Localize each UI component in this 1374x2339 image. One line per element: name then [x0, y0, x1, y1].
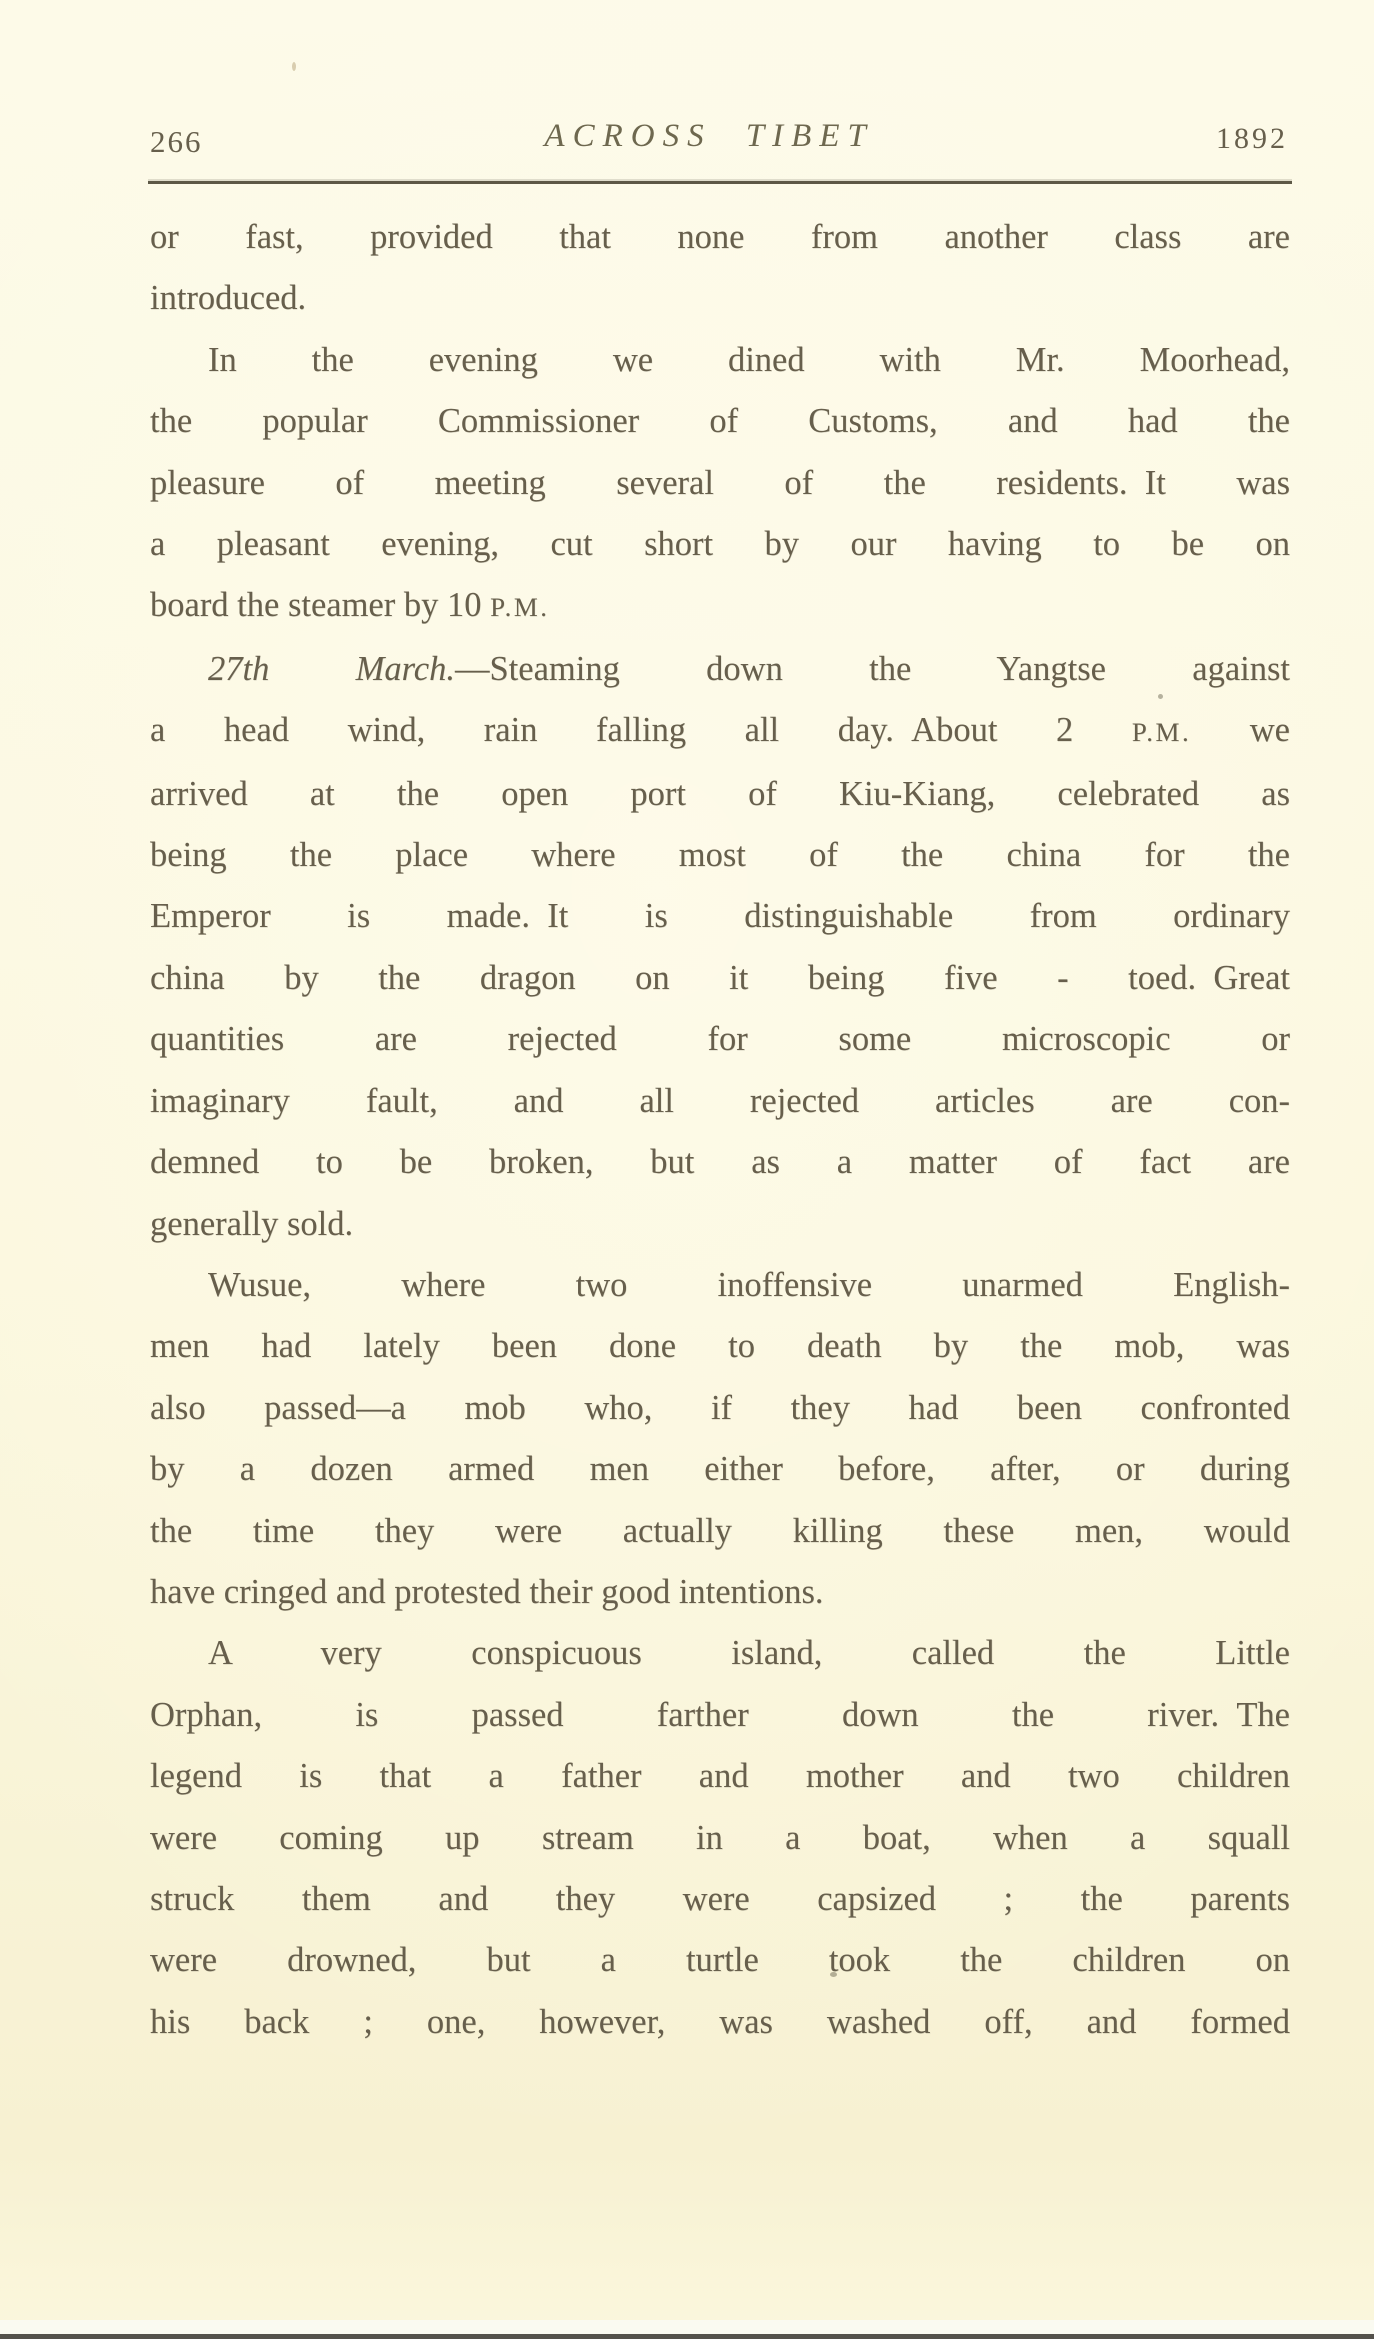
- text-segment: 27th March.: [208, 649, 455, 688]
- text-line: Orphan, is passed farther down the river. The: [150, 1695, 1290, 1734]
- text-segment: P.M.: [1131, 717, 1192, 748]
- header-year: 1892: [1216, 122, 1288, 155]
- text-line: a pleasant evening, cut short by our having to be on: [150, 525, 1290, 564]
- scan-edge-white: [0, 2320, 1374, 2334]
- text-line: arrived at the open port of Kiu-Kiang, celebrated as: [150, 774, 1290, 813]
- text-line: introduced.: [150, 279, 307, 318]
- text-line: Wusue, where two inoffensive unarmed English-: [208, 1265, 1290, 1304]
- text-line: were drowned, but a turtle took the children on: [150, 1941, 1290, 1980]
- scan-edge-dark: [0, 2334, 1374, 2339]
- scan-speck: [830, 1972, 837, 1977]
- text-line: or fast, provided that none from another class are: [150, 218, 1290, 256]
- header-rule: [148, 181, 1292, 184]
- text-line: quantities are rejected for some microscopic or: [150, 1020, 1290, 1059]
- text-line: Emperor is made. It is distinguishable from ordinary: [150, 897, 1290, 936]
- scan-speck: [292, 62, 296, 71]
- text-line: also passed—a mob who, if they had been confronted: [150, 1388, 1290, 1427]
- text-line: board the steamer by 10 P.M.: [150, 586, 550, 625]
- text-line: china by the dragon on it being five - toed. Great: [150, 958, 1290, 997]
- text-line: were coming up stream in a boat, when a squall: [150, 1818, 1290, 1857]
- text-line: imaginary fault, and all rejected articles are con-: [150, 1081, 1290, 1120]
- text-line: demned to be broken, but as a matter of fact are: [150, 1143, 1290, 1182]
- text-line: 27th March.—Steaming down the Yangtse against: [208, 649, 1290, 688]
- text-line: men had lately been done to death by the mob, was: [150, 1327, 1290, 1366]
- text-line: In the evening we dined with Mr. Moorhead,: [208, 340, 1290, 379]
- text-line: the popular Commissioner of Customs, and had the: [150, 402, 1290, 441]
- text-line: by a dozen armed men either before, after, or during: [150, 1450, 1290, 1489]
- text-line: the time they were actually killing these men, would: [150, 1511, 1290, 1550]
- text-line: being the place where most of the china for the: [150, 836, 1290, 875]
- text-line: generally sold.: [150, 1204, 354, 1243]
- text-line: A very conspicuous island, called the Little: [208, 1634, 1290, 1673]
- page-number: 266: [150, 124, 203, 159]
- text-segment: P.M.: [490, 592, 550, 623]
- text-line: legend is that a father and mother and two children: [150, 1757, 1290, 1796]
- running-title: ACROSS TIBET: [544, 118, 874, 154]
- text-line: his back ; one, however, was washed off, and formed: [150, 2002, 1290, 2041]
- text-line: have cringed and protested their good intentions.: [150, 1572, 824, 1611]
- page-header: [150, 116, 1288, 164]
- text-line: a head wind, rain falling all day. About 2 P.M. we: [150, 711, 1290, 750]
- scan-speck: [1158, 694, 1163, 699]
- body-text: [150, 207, 1290, 2053]
- text-line: pleasure of meeting several of the residents. It was: [150, 463, 1290, 502]
- text-line: struck them and they were capsized ; the parents: [150, 1879, 1290, 1918]
